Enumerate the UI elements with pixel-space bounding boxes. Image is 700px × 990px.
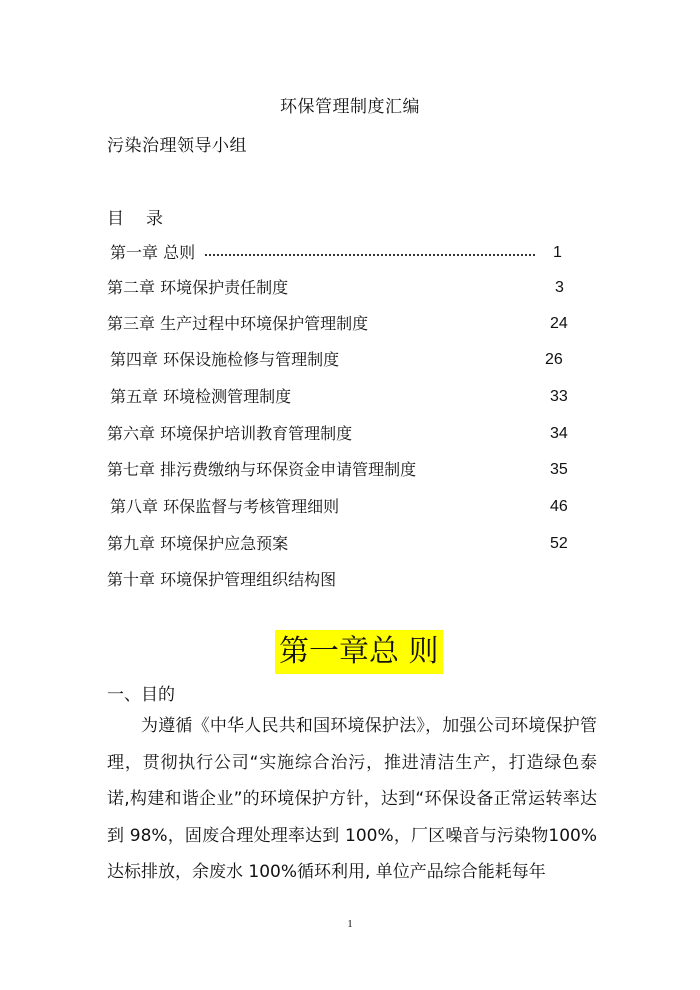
toc-entry-label: 第一章 总则 — [110, 243, 196, 262]
toc-leader-dots — [205, 254, 535, 256]
toc-entry-label: 第七章 排污费缴纳与环保资金申请管理制度 — [107, 460, 417, 479]
toc-entry[interactable] — [0, 238, 700, 268]
toc-entry-page: 34 — [550, 425, 568, 442]
toc-entry-label: 第二章 环境保护责任制度 — [107, 278, 289, 297]
toc-entry-label: 第十章 环境保护管理组织结构图 — [107, 570, 337, 589]
toc-heading-right: 录 — [146, 209, 163, 229]
toc-entry-label: 第五章 环境检测管理制度 — [110, 387, 292, 406]
toc-entry[interactable] — [0, 309, 700, 339]
toc-entry-page: 3 — [555, 279, 564, 296]
toc-entry[interactable] — [0, 419, 700, 449]
chapter-title: 第一章总 则 — [275, 630, 443, 674]
toc-entry[interactable] — [0, 492, 700, 522]
toc-entry-page: 26 — [545, 351, 563, 368]
group-name: 污染治理领导小组 — [107, 136, 247, 156]
toc-entry-page: 46 — [550, 498, 568, 515]
toc-entry-page: 52 — [550, 535, 568, 552]
toc-entry-page: 35 — [550, 461, 568, 478]
page-number: 1 — [347, 918, 353, 930]
toc-entry[interactable] — [0, 455, 700, 485]
body-paragraph: 为遵循《中华人民共和国环境保护法》，加强公司环境保护管理，贯彻执行公司“实施综合治污，推进清洁生产，打造绿色泰诺,构建和谐企业”的环境保护方针，达到“环保设备正常运转率达到 98%，固废合理处理率达到 100%，厂区噪音与污染物100%达标排放，余废水 100%循环利用, 单位产品综合能耗每年 — [107, 716, 597, 882]
document-title: 环保管理制度汇编 — [280, 97, 420, 117]
toc-entry-label: 第八章 环保监督与考核管理细则 — [110, 497, 340, 516]
toc-entry[interactable] — [0, 382, 700, 412]
toc-entry[interactable] — [0, 273, 700, 303]
toc-entry-label: 第九章 环境保护应急预案 — [107, 534, 289, 553]
toc-entry-label: 第三章 生产过程中环境保护管理制度 — [107, 314, 369, 333]
toc-entry[interactable] — [0, 529, 700, 559]
toc-entry-label: 第四章 环保设施检修与管理制度 — [110, 350, 340, 369]
toc-entry[interactable] — [0, 565, 700, 595]
toc-entry-page: 1 — [553, 244, 562, 261]
toc-heading — [107, 204, 163, 229]
section-heading: 一、目的 — [107, 685, 175, 705]
toc-entry-page: 33 — [550, 388, 568, 405]
toc-entry-label: 第六章 环境保护培训教育管理制度 — [107, 424, 353, 443]
toc-entry-page: 24 — [550, 315, 568, 332]
toc-entry[interactable] — [0, 345, 700, 375]
toc-heading-left: 目 — [107, 209, 124, 229]
